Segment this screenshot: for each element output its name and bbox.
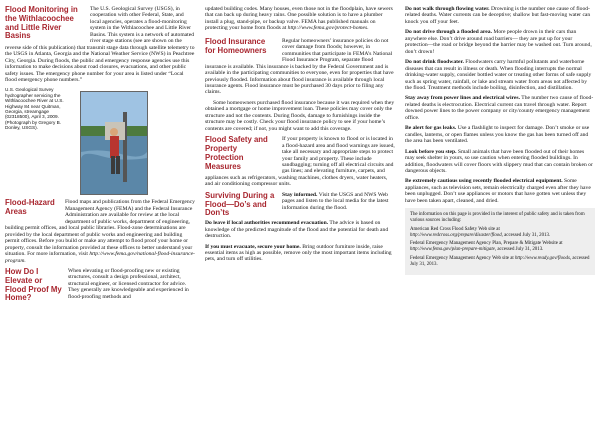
heading-flood-safety: Flood Safety and Property Protection Measures — [205, 135, 268, 171]
stay-informed-lead: Stay informed. — [282, 191, 318, 198]
tip-lead: Be extremely cautious using recently flooded electrical equipment. — [405, 178, 563, 185]
secure-home-paragraph — [205, 244, 395, 263]
source-item — [410, 256, 590, 268]
tip-lead: Do not drive through a flooded area. — [405, 29, 492, 36]
flood-hazard-text: Flood maps and publications from the Federal Emergency Management Agency (FEMA) and the Federal Insurance Administration are available for review at the local department of public works, department of engineering, building permit offices, and local public libraries. Flood-zone determinations are provided by the local department of public works and engineering and building permit offices. Before you build or make any attempt to flood proof your home or property, consult the information provided at these offices to better understand your situation. For more information, visit — [5, 199, 195, 258]
section-flood-safety — [205, 136, 395, 188]
source-text: Federal Emergency Management Agency Web site at — [410, 256, 514, 262]
tip-text: More people drown in their cars than anywhere else. Don’t drive around road barriers— they are put up for your protection—the road or bridge beyond the barrier may be washed out. Turn around, don’t drown! — [405, 29, 592, 55]
source-text: Federal Emergency Management Agency Plan, Prepare & Mitigate Website at — [410, 241, 563, 247]
fema-nfip-link[interactable]: http://www.fema.gov/national-flood-insurance-program. — [5, 251, 195, 264]
tip-text: The number two cause of flood-related deaths is electrocution. Electrical current can travel through water. Report downed power lines to the power company or city/county emergency management office. — [405, 95, 594, 121]
source-item — [410, 227, 590, 239]
safety-tip — [405, 178, 595, 204]
safety-tip — [405, 29, 595, 55]
source-item — [410, 241, 590, 253]
continued-body: updated building codes. Many houses, even those not in the floodplain, have sewers that can back up during heavy rains. One possible solution is to have a plumber install a plug, stand-pipe, or backup valve. FEMA has published manuals on protecting your home from floods at — [205, 6, 393, 32]
safety-tip — [405, 6, 595, 25]
source-accessed: accessed July 31, 2013. — [410, 256, 590, 267]
section-flood-hazard-areas — [5, 195, 195, 264]
heading-elevate-home: How Do I Elevate or Flood Proof My Home? — [5, 266, 62, 303]
tip-text: Use a flashlight to inspect for damage. Don’t smoke or use candles, lanterns, or open flames unless you know the gas has been turned off and the area has been ventilated. — [405, 125, 590, 145]
section-flood-insurance — [205, 38, 395, 132]
sources-infobox — [405, 208, 595, 274]
column-3 — [405, 6, 595, 275]
source-text: American Red Cross Flood Safety Web site at — [410, 226, 500, 232]
tip-lead: Do not walk through flowing water. — [405, 6, 490, 12]
continued-text — [205, 6, 395, 32]
hydrographer-photo — [80, 91, 148, 195]
secure-home-lead: If you must evacuate, secure your home. — [205, 243, 301, 250]
photo-caption: U.S. Geological Survey hydrographer servicing the Withlacoochee River at U.S. Highway 84 near Quitman, Georgia, streamgage (02318500), April 3, 2009. (Photograph by Gregory B. Donley, USGS). — [5, 87, 64, 131]
section-elevate-home — [5, 266, 195, 303]
evacuation-lead: Do leave if local authorities recommend evacuation. — [205, 220, 329, 227]
evacuation-text: The advice is based on knowledge of the predicted magnitude of the flood and the potential for death and destruction. — [205, 220, 389, 240]
tip-lead: Stay away from power lines and electrical wires. — [405, 95, 520, 102]
ready-gov-link[interactable]: http://www.ready.gov/floods, — [514, 256, 572, 262]
tip-text: Floodwaters carry harmful pollutants and waterborne diseases that can result in illness or death. When flooding interrupts the normal drinking-water supply, consider bottled water or treating other forms of safe supply such as spring water, rainfall, or lake and stream water from areas not affected by the flood. Treatment methods include boiling, disinfection, and distillation. — [405, 59, 592, 91]
safety-tips-list — [405, 6, 595, 204]
section-flood-monitoring — [5, 6, 195, 83]
safety-tip — [405, 95, 595, 121]
safety-tip — [405, 149, 595, 175]
flood-insurance-body-1: Regular homeowners’ insurance policies do not cover damage from floods; however, in communities that participate in FEMA’s National Flood Insurance Program, separate flood insurance is available. This insurance is backed by the Federal Government and is available in the participating communities to everyone, even for properties that have previously flooded. Information about flood insurance is available through local insurance agents. Flood insurance must be purchased 30 days prior to filing any claims. — [205, 37, 394, 96]
tip-text: Small animals that have been flooded out of their homes may seek shelter in yours, so use caution when entering flooded buildings. In addition, floodwaters will cover floors with slippery mud that can contain broken or dangerous objects. — [405, 148, 593, 174]
source-accessed: accessed July 31, 2013. — [504, 232, 551, 238]
sources-intro: The information on this page is provided in the interest of public safety and is taken from various sources including: — [410, 212, 585, 224]
flood-insurance-body-2: Some homeowners purchased flood insurance because it was required when they obtained a mortgage or home improvement loan. These policies may cover only the structure and not the contents. During floods, damage to furnishings inside the structure may be costly. Check your flood insurance policy to see if your home’s contents are covered; if not, you might want to add this coverage. — [205, 99, 395, 132]
fema-protect-homes-link[interactable]: http://www.fema.gov/protect-homes. — [287, 25, 369, 32]
safety-tip — [405, 59, 595, 91]
source-accessed: accessed July 31, 2013. — [497, 247, 544, 253]
fema-plan-link[interactable]: http://www.fema.gov/plan-prepare-mitigate, — [410, 247, 497, 253]
tip-lead: Look before you step. — [405, 148, 457, 155]
evacuation-paragraph — [205, 220, 395, 239]
heading-surviving-flood: Surviving During a Flood—Do’s and Don’ts — [205, 190, 275, 218]
secure-home-text: Bring outdoor furniture inside, raise essential items as high as possible, remove only the most important items including pets, and turn off utilities. — [205, 243, 392, 263]
safety-tip — [405, 125, 595, 144]
section-surviving-flood — [205, 190, 395, 218]
flood-safety-body: If your property is known to flood or is located in a flood-hazard area and flood warnings are issued, take all necessary and appropriate steps to protect your family and property. These include sandbagging; turning off all electrical circuits and gas lines; and elevating furniture, carpets, and appliances such as refrigerators, washing machines, clothes dryers, water heaters, and air conditioning compressor units. — [205, 136, 395, 188]
tip-lead: Do not drink floodwater. — [405, 59, 464, 66]
photo-figure — [5, 87, 195, 195]
stay-informed-text: Visit the USGS and NWS Web pages and listen to the local media for the latest information during the flood. — [282, 191, 389, 211]
elevate-home-body: When elevating or flood-proofing new or existing structures, consult a design professional, architect, structural engineer, or licensed contractor for advice. They generally are knowledgeable and experienced in flood-proofing methods and — [68, 267, 189, 300]
column-2 — [205, 6, 395, 267]
tip-lead: Be alert for gas leaks. — [405, 125, 457, 132]
heading-flood-insurance: Flood Insurance for Homeowners — [205, 36, 267, 55]
red-cross-link[interactable]: http://www.redcross.org/prepare/disaster/flood, — [410, 232, 503, 238]
flood-monitoring-body: The U.S. Geological Survey (USGS), in cooperation with other Federal, State, and local agencies, operates a flood-monitoring system in the Withlacoochee and Little River Basins. This system is a network of automated river stage stations (see are shown on the reverse side of this publication) that transmit stage data through satellite telemetry to the USGS in Atlanta, Georgia and the National Weather Service (NWS) in Peachtree City, Georgia. During floods, the public and emergency response agencies use this information to make decisions about road closures, evacuations, and other public safety issues. The emergency phone number for your area is listed under “Local flood emergency phone numbers.” — [5, 6, 195, 83]
column-1 — [5, 6, 195, 305]
tip-text: Drowning is the number one cause of flood-related deaths. Water currents can be deceptive; shallow but fast-moving water can knock you off your feet. — [405, 6, 591, 25]
heading-flood-hazard-areas: Flood-Hazard Areas — [5, 198, 55, 217]
heading-flood-monitoring: Flood Monitoring in the Withlacoochee and Little River Basins — [5, 5, 78, 41]
tip-text: Some appliances, such as television sets, remain electrically charged even after they have been unplugged. Don’t use appliances or motors that have gotten wet unless they have been taken apart, cleaned, and dried. — [405, 178, 591, 204]
